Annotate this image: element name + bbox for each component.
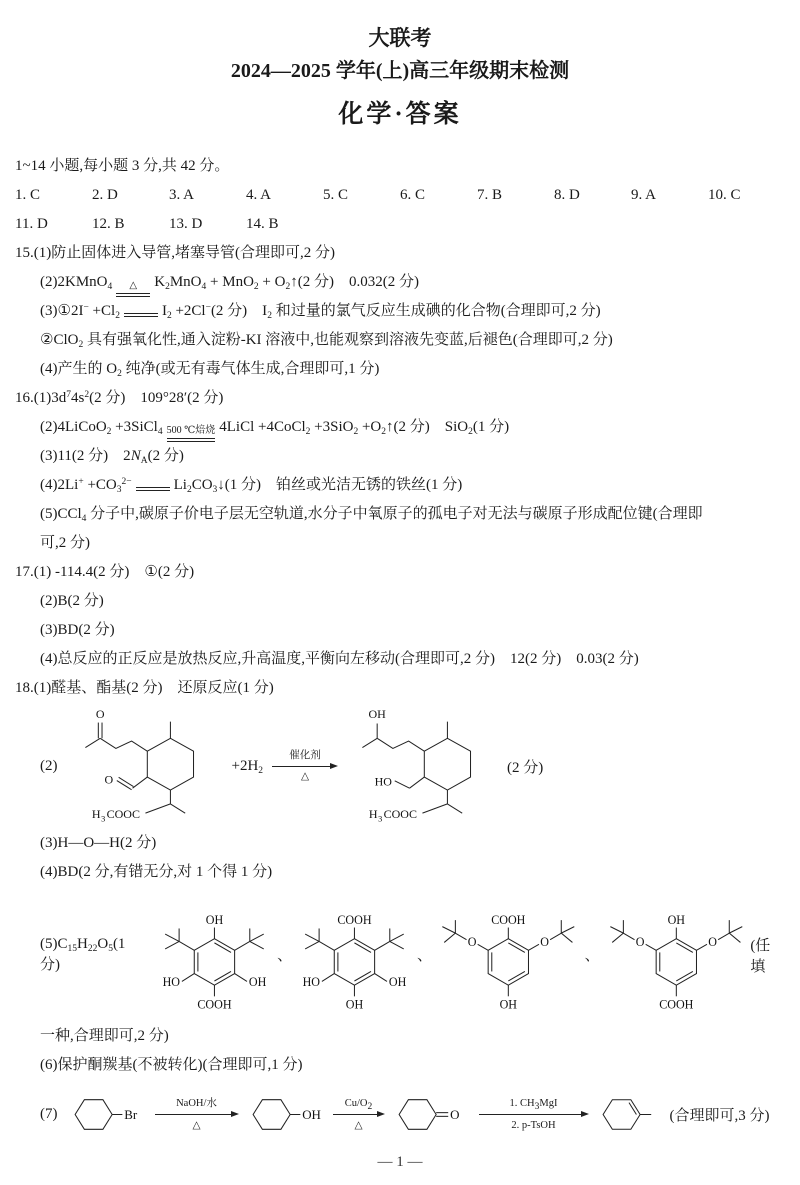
molecule-reactant-structure <box>64 705 226 827</box>
ester-label-3: 3 <box>378 814 383 824</box>
arrow-condition-bottom: 2. p-TsOH <box>511 1119 556 1131</box>
arrow-condition-top: NaOH/水 <box>176 1098 217 1110</box>
mc-answer: 13. D <box>169 216 203 232</box>
mc-answer: 1. C <box>15 187 41 203</box>
q18-a5-tail: (任填 <box>750 937 771 975</box>
q18-a2-plus-2h2: $+2H_2$ <box>231 757 264 776</box>
substituent-lower-right: OH <box>249 975 267 990</box>
mc-answer: 8. D <box>554 187 580 203</box>
benzene-structure-3 <box>434 889 583 1020</box>
q15-answer-3-part2: ②ClO$_2$ 具有强氧化性,通入淀粉-KI 溶液中,也能观察到溶液先变蓝,后褪色(合理即可,2 分) <box>40 332 613 350</box>
q18-answer-6: (6)保护酮羰基(不被转化)(合理即可,1 分) <box>40 1057 303 1073</box>
substituent-top: COOH <box>491 912 526 927</box>
arrow-line <box>333 1111 385 1119</box>
substituent-top: COOH <box>337 912 372 927</box>
q18-answer-7-figure <box>15 1082 785 1147</box>
q15-answer-4: (4)产生的 $O_2$ 纯净(或无有毒气体生成,合理即可,1 分) <box>40 361 380 379</box>
arrow-condition-top: 催化剂 <box>289 749 321 761</box>
q16-answer-5-line2: 可,2 分) <box>40 535 90 551</box>
mc-answers-row-1 <box>15 181 785 210</box>
q17-answer-1: 17.(1) -114.4(2 分) ①(2 分) <box>15 564 195 580</box>
bonds <box>362 722 470 814</box>
q18-answer-5-figure <box>15 889 785 1020</box>
cyclohexane-br-structure <box>64 1082 152 1147</box>
q16-answer-3: (3)11(2 分) $2N_A(2$ 分) <box>40 448 184 466</box>
mc-answers-row-2 <box>15 210 785 239</box>
list-separator: 、 <box>277 948 293 964</box>
reaction-equals-sign: △ <box>116 281 150 297</box>
substituent-bottom: OH <box>499 997 518 1012</box>
br-label: Br <box>123 1107 137 1123</box>
q18-a5-formula-label: $(5)C_{15}H_{22}O_5(1$ 分) <box>40 935 126 973</box>
q16-answer-4-equation: $(4)2Li^+ +CO_3^{2-}$ $Li_2CO_3↓(1$ 分) 铂丝或光洁无锈的铁丝(1 分) <box>40 477 463 495</box>
ester-label-3: 3 <box>100 814 105 824</box>
q18-answer-1: 18.(1)醛基、酯基(2 分) 还原反应(1 分) <box>15 680 274 696</box>
ether-o-right: O <box>707 935 717 950</box>
substituent-bottom: COOH <box>658 997 694 1012</box>
substituent-lower-right: OH <box>388 975 407 990</box>
ether-o-left: O <box>467 935 477 950</box>
mc-answer: 4. A <box>246 187 272 203</box>
q18-answer-4: (4)BD(2 分,有错无分,对 1 个得 1 分) <box>40 864 273 880</box>
bonds <box>442 920 574 996</box>
bonds <box>253 1100 300 1130</box>
substituent-top: OH <box>667 912 685 927</box>
page-number: — 1 — <box>377 1154 423 1170</box>
q18-answer-2-figure <box>15 705 785 827</box>
ketone-o-label: O <box>95 706 105 721</box>
bonds <box>399 1100 448 1130</box>
q15-answer-1: 15.(1)防止固体进入导管,堵塞导管(合理即可,2 分) <box>15 245 335 261</box>
q16-answer-2-equation: (2)4LiCoO$_2$ +3SiCl$_4$ 500 ℃焙烧 4LiCl +4CoCl$_2$ $+3SiO_2 +O_2↑(2$ 分) SiO$_2$(1 分) <box>15 413 785 442</box>
bonds <box>610 920 742 996</box>
ketone-o-label: O <box>449 1107 459 1123</box>
bonds <box>603 1100 651 1130</box>
bonds <box>75 1100 122 1130</box>
q15-answer-2-equation: (2)2KMnO$_4$ △ $K_2MnO_4 + MnO_2$ + $O_2↑(2$ 分) 0.032(2 分) <box>15 268 785 297</box>
ester-label-cooc: COOC <box>106 806 140 821</box>
header-title-exam: 大联考 <box>368 26 432 50</box>
header-title-session: 2024—2025 学年(上)高三年级期末检测 <box>230 60 570 82</box>
q18-a7-label: (7) <box>40 1106 58 1122</box>
reaction-arrow <box>479 1097 589 1131</box>
arrow-line <box>155 1111 239 1119</box>
reaction-arrow <box>333 1097 385 1131</box>
arrow-line <box>272 762 338 770</box>
substituent-bottom: COOH <box>197 997 232 1012</box>
intro-line: 1~14 小题,每小题 3 分,共 42 分。 <box>15 158 230 174</box>
benzene-structure-4 <box>602 889 751 1020</box>
arrow-condition-top: $Cu/O_2$ <box>344 1098 373 1113</box>
q18-answer-5-continued: 一种,合理即可,2 分) <box>40 1028 169 1044</box>
substituent-lower-left: HO <box>302 975 321 990</box>
q18-a2-label: (2) <box>40 757 58 774</box>
q17-answer-2: (2)B(2 分) <box>40 593 104 609</box>
q16-answer-1: $16.(1)3d^74s^2(2$ 分) 109°28′(2 分) <box>15 390 224 406</box>
mc-answer: 11. D <box>15 216 48 232</box>
hydroxymethyl-ho-label: HO <box>374 774 393 789</box>
q18-a7-score: (合理即可,3 分) <box>669 1108 770 1124</box>
list-separator: 、 <box>417 948 433 964</box>
mc-answer: 14. B <box>246 216 279 232</box>
cyclohexanone-structure <box>388 1082 476 1147</box>
oh-label: OH <box>301 1107 321 1123</box>
substituent-lower-left: HO <box>162 975 181 990</box>
ester-label-cooc: COOC <box>383 806 418 821</box>
arrow-condition-bottom: △ <box>192 1119 201 1131</box>
ester-label-h: H <box>91 806 101 821</box>
mc-answer: 10. C <box>708 187 741 203</box>
list-separator: 、 <box>584 948 600 964</box>
aldehyde-o-label: O <box>103 772 113 787</box>
mc-answer: 3. A <box>169 187 195 203</box>
header-title-subject: 化学·答案 <box>338 101 462 128</box>
q15-answer-3-equation: (3)①2I− $+Cl_2$ $I_2 +2Cl^-(2$ 分) $I_2$ 和过量的氯气反应生成碘的化合物(合理即可,2 分) <box>40 303 601 321</box>
mc-answer: 6. C <box>400 187 426 203</box>
substituent-bottom: OH <box>345 997 364 1012</box>
q17-answer-4: (4)总反应的正反应是放热反应,升高温度,平衡向左移动(合理即可,2 分) 12(2 分) 0.03(2 分) <box>40 651 639 667</box>
mc-answer: 5. C <box>323 187 349 203</box>
benzene-structure-2 <box>294 889 415 1020</box>
q18-a2-score: (2 分) <box>507 759 544 776</box>
q17-answer-3: (3)BD(2 分) <box>40 622 115 638</box>
reaction-arrow <box>272 749 338 783</box>
substituent-top: OH <box>205 912 224 927</box>
ester-label-h: H <box>368 806 378 821</box>
methylcyclohexene-structure <box>592 1082 666 1147</box>
mc-answer: 2. D <box>92 187 118 203</box>
reaction-equals-sign <box>124 313 158 317</box>
reaction-equals-sign: 500 ℃焙烧 <box>167 426 216 442</box>
ether-o-left: O <box>635 935 645 950</box>
alcohol-oh-label: OH <box>368 706 386 721</box>
mc-answer: 12. B <box>92 216 125 232</box>
cyclohexanol-structure <box>242 1082 330 1147</box>
arrow-condition-bottom: △ <box>354 1119 363 1131</box>
ether-o-right: O <box>540 935 549 950</box>
molecule-product-structure <box>341 705 503 827</box>
reaction-equals-sign <box>136 487 170 491</box>
mc-answer: 7. B <box>477 187 503 203</box>
benzene-structure-1 <box>154 889 275 1020</box>
arrow-line <box>479 1111 589 1119</box>
mc-answer: 9. A <box>631 187 657 203</box>
q16-answer-5-line1: (5)CCl$_4$ 分子中,碳原子价电子层无空轨道,水分子中氧原子的孤电子对无法与碳原子形成配位键(合理即 <box>40 506 703 524</box>
q18-answer-3: (3)H—O—H(2 分) <box>40 835 157 851</box>
arrow-condition-top: 1. $CH_3MgI$ <box>509 1098 558 1113</box>
arrow-condition-bottom: △ <box>301 771 310 782</box>
reaction-arrow <box>155 1097 239 1131</box>
bonds <box>85 722 193 814</box>
